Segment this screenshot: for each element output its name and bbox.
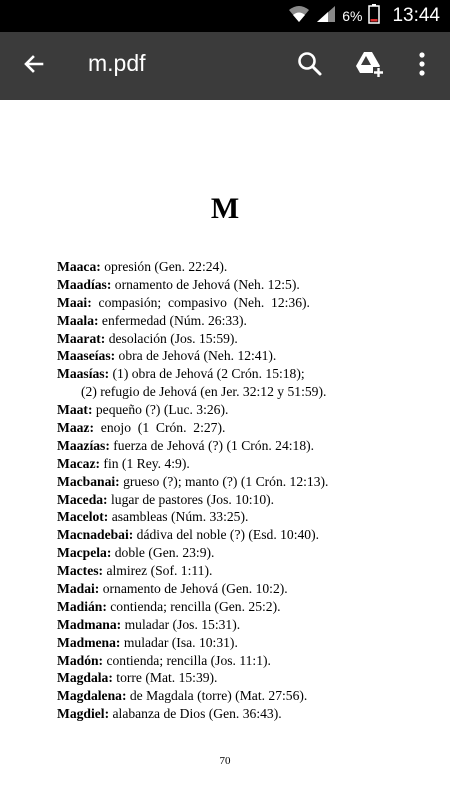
page-number: 70 bbox=[219, 755, 231, 767]
entry-term: Maaseías: bbox=[57, 348, 116, 364]
status-bar bbox=[0, 0, 450, 32]
entry-definition: lugar de pastores (Jos. 10:10). bbox=[107, 491, 275, 507]
entry-definition: desolación (Jos. 15:59). bbox=[105, 330, 238, 346]
entry-definition: enojo (1 Crón. 2:27). bbox=[94, 420, 226, 436]
document-title: m.pdf bbox=[88, 50, 146, 76]
entry-term: Macnadebai: bbox=[57, 527, 134, 543]
entry-term: Madón: bbox=[57, 652, 104, 668]
entry-term: Maasías: bbox=[57, 366, 110, 382]
entry-term: Madmana: bbox=[57, 616, 122, 632]
glossary-entry bbox=[57, 616, 437, 634]
entry-term: Maazías: bbox=[57, 437, 110, 453]
glossary-entry bbox=[57, 687, 437, 705]
entry-definition: dádiva del noble (?) (Esd. 10:40). bbox=[133, 527, 320, 543]
glossary-entry bbox=[57, 669, 437, 687]
battery-icon bbox=[368, 4, 380, 28]
battery-percent: 6% bbox=[342, 8, 363, 24]
entry-definition: asambleas (Núm. 33:25). bbox=[108, 509, 249, 525]
entry-definition: muladar (Jos. 15:31). bbox=[121, 616, 241, 632]
entry-term: Macbanai: bbox=[57, 473, 120, 489]
entry-definition: (2) refugio de Jehová (en Jer. 32:12 y 51:59). bbox=[81, 384, 327, 400]
search-button[interactable] bbox=[290, 46, 330, 86]
entry-definition: ornamento de Jehová (Gen. 10:2). bbox=[99, 581, 288, 597]
entry-term: Macelot: bbox=[57, 509, 109, 525]
entry-definition: doble (Gen. 23:9). bbox=[111, 545, 215, 561]
entry-term: Magdala: bbox=[57, 670, 113, 686]
glossary-entry bbox=[57, 276, 437, 294]
entry-definition: compasión; compasivo (Neh. 12:36). bbox=[91, 294, 310, 310]
entry-definition: enfermedad (Núm. 26:33). bbox=[98, 312, 247, 328]
wifi-icon bbox=[288, 5, 310, 27]
glossary-entry bbox=[57, 401, 437, 419]
glossary-entry bbox=[57, 347, 437, 365]
entry-definition: contienda; rencilla (Gen. 25:2). bbox=[106, 598, 281, 614]
entry-definition: obra de Jehová (Neh. 12:41). bbox=[115, 348, 277, 364]
clock: 13:44 bbox=[392, 5, 440, 26]
glossary-entry bbox=[57, 544, 437, 562]
entry-definition: torre (Mat. 15:39). bbox=[112, 670, 218, 686]
search-icon bbox=[297, 51, 323, 81]
signal-icon bbox=[316, 5, 336, 27]
glossary-list bbox=[57, 258, 437, 723]
overflow-menu-button[interactable] bbox=[402, 46, 442, 86]
glossary-entry bbox=[57, 383, 437, 401]
glossary-entry bbox=[57, 491, 437, 509]
entry-term: Mactes: bbox=[57, 563, 104, 579]
entry-term: Magdiel: bbox=[57, 706, 110, 722]
status-icons bbox=[288, 0, 440, 32]
page-heading: M bbox=[210, 192, 240, 225]
entry-definition: ornamento de Jehová (Neh. 12:5). bbox=[111, 276, 300, 292]
back-button[interactable] bbox=[16, 48, 52, 84]
entry-term: Maai: bbox=[57, 294, 92, 310]
entry-term: Maat: bbox=[57, 402, 93, 418]
entry-definition: pequeño (?) (Luc. 3:26). bbox=[92, 402, 229, 418]
glossary-entry bbox=[57, 634, 437, 652]
glossary-entry bbox=[57, 294, 437, 312]
entry-definition: fin (1 Rey. 4:9). bbox=[100, 455, 190, 471]
glossary-entry bbox=[57, 437, 437, 455]
entry-term: Maaz: bbox=[57, 420, 94, 436]
entry-definition: grueso (?); manto (?) (1 Crón. 12:13). bbox=[119, 473, 329, 489]
glossary-entry bbox=[57, 258, 437, 276]
glossary-entry bbox=[57, 455, 437, 473]
arrow-back-icon bbox=[22, 52, 46, 80]
entry-definition: contienda; rencilla (Jos. 11:1). bbox=[103, 652, 271, 668]
entry-term: Macaz: bbox=[57, 455, 101, 471]
glossary-entry bbox=[57, 473, 437, 491]
glossary-entry bbox=[57, 562, 437, 580]
entry-definition: almirez (Sof. 1:11). bbox=[103, 563, 213, 579]
glossary-entry bbox=[57, 526, 437, 544]
glossary-entry bbox=[57, 705, 437, 723]
glossary-entry bbox=[57, 580, 437, 598]
entry-definition: de Magdala (torre) (Mat. 27:56). bbox=[126, 688, 308, 704]
glossary-entry bbox=[57, 312, 437, 330]
entry-term: Maceda: bbox=[57, 491, 108, 507]
entry-term: Magdalena: bbox=[57, 688, 127, 704]
entry-term: Madmena: bbox=[57, 634, 121, 650]
glossary-entry bbox=[57, 330, 437, 348]
glossary-entry bbox=[57, 652, 437, 670]
glossary-entry bbox=[57, 365, 437, 383]
pdf-page[interactable] bbox=[0, 100, 450, 800]
entry-term: Maala: bbox=[57, 312, 99, 328]
entry-definition: muladar (Isa. 10:31). bbox=[120, 634, 238, 650]
entry-term: Maadías: bbox=[57, 276, 112, 292]
entry-definition: alabanza de Dios (Gen. 36:43). bbox=[109, 706, 282, 722]
entry-definition: opresión (Gen. 22:24). bbox=[100, 259, 228, 274]
app-bar bbox=[0, 32, 450, 100]
more-vert-icon bbox=[418, 52, 426, 80]
entry-term: Maaca: bbox=[57, 259, 101, 274]
entry-term: Maarat: bbox=[57, 330, 106, 346]
glossary-entry bbox=[57, 598, 437, 616]
glossary-entry bbox=[57, 508, 437, 526]
add-to-drive-button[interactable] bbox=[350, 46, 390, 86]
glossary-entry bbox=[57, 419, 437, 437]
entry-term: Madai: bbox=[57, 581, 100, 597]
entry-definition: fuerza de Jehová (?) (1 Crón. 24:18). bbox=[109, 437, 315, 453]
add-to-drive-icon bbox=[355, 50, 385, 82]
entry-definition: (1) obra de Jehová (2 Crón. 15:18); bbox=[109, 366, 305, 382]
entry-term: Macpela: bbox=[57, 545, 112, 561]
entry-term: Madián: bbox=[57, 598, 107, 614]
